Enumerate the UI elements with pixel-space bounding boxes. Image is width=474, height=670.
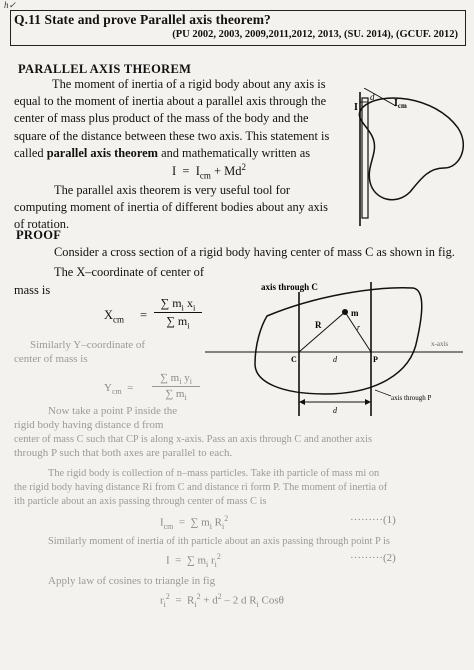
ycm-denominator: ∑ $m_i$ — [165, 388, 187, 403]
handwritten-note: h✓ — [4, 0, 17, 10]
equation-2: I = ∑ $m_i$ $r_i^2$ — [166, 552, 221, 569]
line-R — [299, 312, 345, 352]
label-x-axis: x-axis — [431, 340, 449, 348]
figure-cross-section — [205, 282, 467, 416]
para1-line-last: called parallel axis theorem and mathematically written as — [14, 145, 311, 160]
faded-line: rigid body having distance d from — [14, 419, 164, 431]
figure-rigid-body-axes — [340, 88, 470, 228]
para2-line: The parallel axis theorem is very useful tool for — [54, 183, 291, 197]
label-R: R — [315, 320, 322, 330]
faded-line: Now take a point P inside the — [48, 405, 178, 417]
label-m: m — [351, 308, 359, 318]
para2-line: of rotation. — [14, 217, 70, 232]
parallel-axis-equation: $I = I_{cm} + Md^2$ — [172, 162, 247, 181]
label-axis-through-c: axis through C — [261, 282, 318, 292]
equation-2-tag: ·········(2) — [350, 552, 396, 564]
xcm-equals: = — [140, 308, 148, 322]
label-d-dimension: d — [333, 406, 337, 415]
equation-3: $r_i^2 = R_i^2 + d^2 - 2$ d $R_i$ Cosθ — [160, 592, 284, 609]
faded-line: through P such that both axes are parallel to each. — [14, 447, 233, 459]
proof-line-2b: mass is — [14, 283, 51, 297]
theorem-statement — [14, 76, 344, 162]
ycm-lhs: $Y_{cm}$ = — [104, 382, 134, 397]
ycm-numerator: ∑ $m_i$ $y_i$ — [160, 372, 192, 387]
label-d: d — [370, 92, 375, 102]
faded-line: center of mass C such that CP is along x-axis. Pass an axis through C and another axis — [14, 434, 373, 445]
faded-line: Apply law of cosines to triangle in fig — [48, 575, 216, 587]
label-r: r — [357, 323, 361, 332]
exam-years: (PU 2002, 2003, 2009,2011,2012, 2013, (SU. 2014), (GCUF. 2012) — [172, 29, 458, 40]
label-C: C — [291, 355, 297, 364]
para1-line: The moment of inertia of a rigid body about any axis is — [52, 77, 326, 91]
p-axis-pointer — [375, 390, 391, 396]
particle-mi — [342, 309, 348, 315]
label-P: P — [373, 355, 378, 364]
xcm-numerator: ∑ $m_i$ $x_i$ — [160, 296, 196, 313]
section-heading-parallel-axis: PARALLEL AXIS THEOREM — [18, 62, 192, 76]
equation-1-tag: ·········(1) — [350, 514, 396, 526]
faded-ycm-line: Similarly Y–coordinate of — [30, 339, 146, 351]
axis-icm-rod — [362, 98, 368, 218]
ycm-fraction-bar — [152, 386, 200, 387]
faded-line: the rigid body having distance Ri from C and distance ri form P. The moment of inertia of — [14, 482, 388, 493]
xcm-denominator: ∑ $m_i$ — [166, 314, 190, 331]
faded-ycm-line: center of mass is — [14, 353, 88, 365]
faded-line: ith particle about an axis passing through center of mass C is — [14, 496, 267, 507]
label-icm: $I_{cm}$ — [394, 98, 407, 110]
para1-line: center of mass plus product of the mass of the body and the — [14, 111, 309, 126]
para2-line: computing moment of inertia of different bodies about any axis — [14, 200, 328, 215]
proof-line-1: Consider a cross section of a rigid body having center of mass C as shown in fig. — [54, 245, 455, 259]
label-axis-through-p: axis through P — [391, 394, 432, 402]
faded-line: Similarly moment of inertia of ith particle about an axis passing through point P is — [48, 536, 390, 547]
question-title: Q.11 State and prove Parallel axis theorem? — [14, 12, 271, 27]
bold-term: parallel axis theorem — [46, 145, 158, 160]
equation-1: $I_{cm}$ = ∑ $m_i$ $R_i^2$ — [160, 514, 229, 531]
label-i: I — [354, 102, 358, 113]
proof-line-2a: The X–coordinate of center of — [54, 265, 204, 279]
label-d-inner: d — [333, 355, 337, 364]
faded-line: The rigid body is collection of n–mass particles. Take ith particle of mass mi on — [48, 468, 380, 479]
proof-heading: PROOF — [16, 228, 62, 242]
body-cross-section — [255, 288, 422, 394]
para1-line: equal to the moment of inertia about a parallel axis through the — [14, 94, 327, 109]
xcm-fraction-bar — [154, 312, 202, 313]
xcm-lhs: $X_{cm}$ — [104, 308, 125, 325]
line-r — [345, 312, 371, 352]
rigid-body-outline — [359, 98, 463, 200]
para1-line: square of the distance between these two axis. This statement is — [14, 128, 330, 143]
